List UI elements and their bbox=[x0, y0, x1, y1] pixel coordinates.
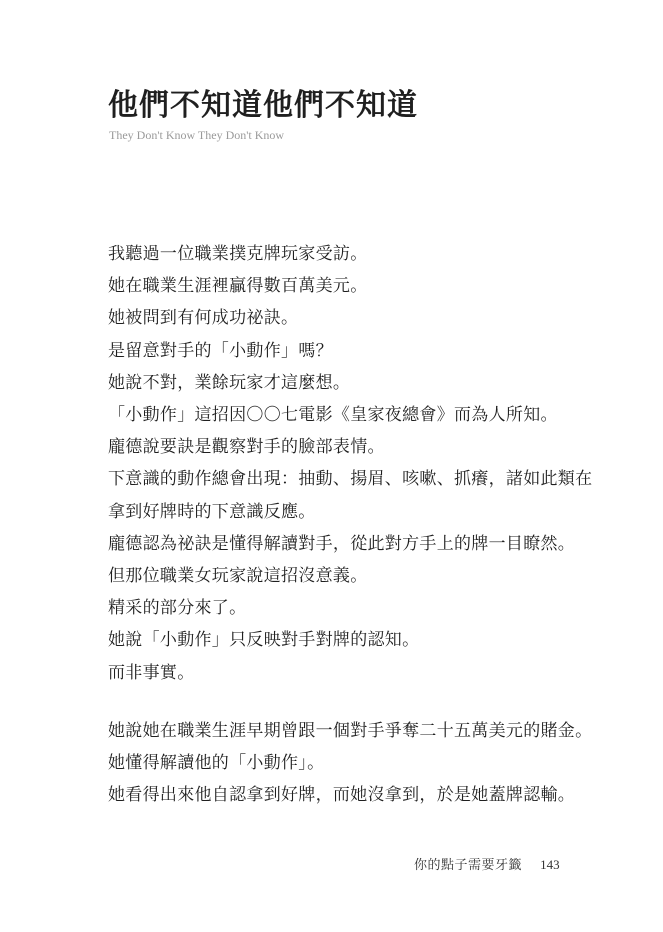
body-text bbox=[108, 238, 593, 811]
chapter-subtitle: They Don't Know They Don't Know bbox=[109, 128, 285, 142]
text-line: 拿到好牌時的下意識反應。 bbox=[108, 501, 316, 522]
running-footer-title: 你的點子需要牙籤 bbox=[414, 858, 523, 873]
text-line: 但那位職業女玩家說這招沒意義。 bbox=[108, 566, 368, 587]
page-footer bbox=[414, 857, 560, 874]
text-line: 龐德認為祕訣是懂得解讀對手，從此對方手上的牌一目瞭然。 bbox=[108, 533, 576, 554]
text-line: 她懂得解讀他的「小動作」。 bbox=[108, 753, 325, 774]
paragraph bbox=[108, 238, 593, 689]
text-line: 她說「小動作」只反映對手對牌的認知。 bbox=[108, 630, 420, 651]
text-line: 她說她在職業生涯早期曾跟一個對手爭奪二十五萬美元的賭金。 bbox=[108, 720, 593, 741]
text-line: 龐德說要訣是觀察對手的臉部表情。 bbox=[108, 437, 385, 458]
text-line: 我聽過一位職業撲克牌玩家受訪。 bbox=[108, 244, 368, 264]
text-line: 精采的部分來了。 bbox=[108, 598, 247, 619]
text-line: 是留意對手的「小動作」嗎？ bbox=[108, 340, 333, 361]
text-line: 她被問到有何成功祕訣。 bbox=[108, 308, 299, 329]
page-number: 143 bbox=[540, 857, 560, 872]
chapter-title: 他們不知道他們不知道 bbox=[108, 88, 418, 123]
text-line: 而非事實。 bbox=[108, 662, 195, 683]
text-line: 她看得出來他自認拿到好牌，而她沒拿到，於是她蓋牌認輸。 bbox=[108, 785, 576, 806]
text-line: 她說不對，業餘玩家才這麼想。 bbox=[108, 372, 351, 393]
paragraph bbox=[108, 715, 593, 812]
text-line: 下意識的動作總會出現：抽動、揚眉、咳嗽、抓癢，諸如此類在 bbox=[108, 469, 593, 490]
text-line: 她在職業生涯裡贏得數百萬美元。 bbox=[108, 276, 368, 297]
text-line: 「小動作」這招因〇〇七電影《皇家夜總會》而為人所知。 bbox=[108, 405, 558, 426]
